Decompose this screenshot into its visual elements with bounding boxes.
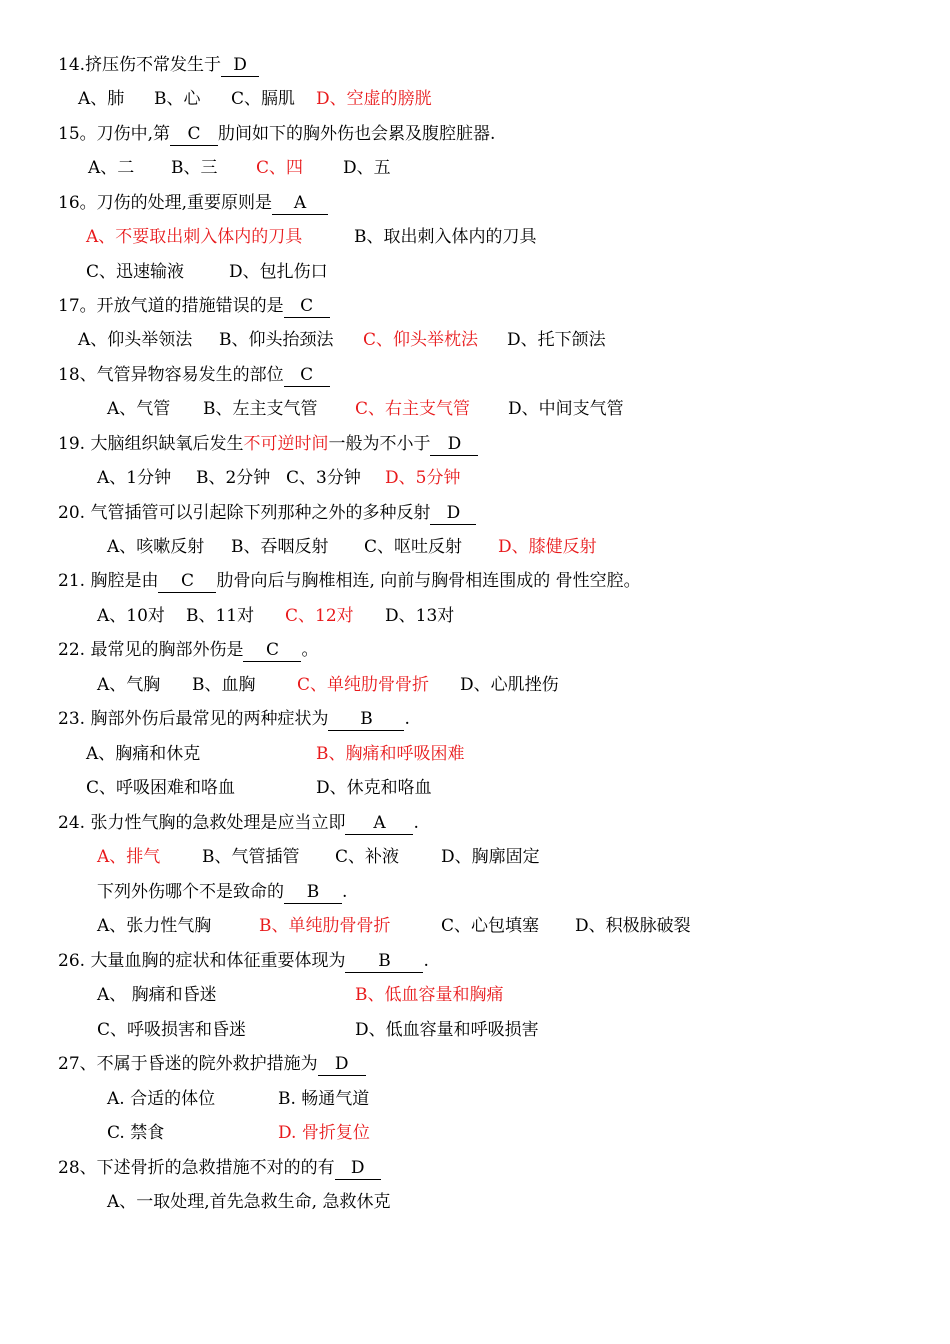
text-segment: 一般为不小于 [328, 434, 431, 454]
correct-answer-text: 不可逆时间 [243, 434, 329, 454]
text-segment: 22. 最常见的胸部外伤是 [58, 640, 244, 660]
text-segment: C、呼吸困难和咯血 [86, 778, 236, 798]
text-segment: A、胸痛和休克 [86, 744, 201, 764]
text-segment: D、积极脉破裂 [575, 916, 691, 936]
correct-answer-text: C、右主支气管 [355, 399, 471, 419]
correct-answer-text: D、膝健反射 [498, 537, 597, 557]
correct-answer-text: B、胸痛和呼吸困难 [316, 744, 465, 764]
question-line [58, 637, 318, 663]
question-line [97, 1017, 539, 1043]
question-line [58, 362, 330, 388]
correct-answer-text: D. 骨折复位 [278, 1123, 370, 1143]
text-segment: 。 [301, 640, 319, 660]
text-segment: A. 合适的体位 [107, 1089, 216, 1109]
text-segment: C、膈肌 [231, 89, 296, 109]
text-segment: A、张力性气胸 [97, 916, 212, 936]
question-line [58, 1051, 366, 1077]
question-line [86, 259, 328, 285]
answer-blank: B [284, 881, 342, 904]
question-line [58, 431, 478, 457]
text-segment: . [404, 709, 410, 729]
question-line [58, 500, 476, 526]
answer-blank: B [345, 950, 423, 973]
question-line [97, 465, 461, 491]
question-line [97, 672, 559, 698]
text-segment: C、3分钟 [286, 468, 361, 488]
text-segment: B、心 [154, 89, 201, 109]
text-segment: 16。刀伤的处理,重要原则是 [58, 193, 273, 213]
text-segment: 18、气管异物容易发生的部位 [58, 365, 284, 385]
question-line [58, 293, 330, 319]
text-segment: A、仰头举领法 [78, 330, 193, 350]
text-segment: 21. 胸腔是由 [58, 571, 159, 591]
text-segment: 14.挤压伤不常发生于 [58, 55, 222, 75]
answer-blank: D [430, 433, 478, 456]
correct-answer-text: D、5分钟 [385, 468, 461, 488]
correct-answer-text: A、不要取出刺入体内的刀具 [86, 227, 303, 247]
question-line [86, 775, 432, 801]
text-segment: D、中间支气管 [508, 399, 624, 419]
text-segment: A、气管 [107, 399, 171, 419]
text-segment: 26. 大量血胸的症状和体征重要体现为 [58, 951, 346, 971]
text-segment: A、1分钟 [97, 468, 172, 488]
correct-answer-text: C、12对 [285, 606, 354, 626]
answer-blank: C [284, 295, 330, 318]
question-line [58, 190, 328, 216]
answer-blank: C [170, 123, 218, 146]
text-segment: 17。开放气道的措施错误的是 [58, 296, 284, 316]
question-line [97, 844, 540, 870]
question-line [107, 396, 624, 422]
text-segment: C、补液 [335, 847, 400, 867]
text-segment: B、吞咽反射 [231, 537, 329, 557]
correct-answer-text: C、单纯肋骨骨折 [297, 675, 430, 695]
text-segment: A、一取处理,首先急救生命, 急救休克 [107, 1192, 391, 1212]
text-segment: D、五 [343, 158, 391, 178]
text-segment: 23. 胸部外伤后最常见的两种症状为 [58, 709, 329, 729]
text-segment: 28、下述骨折的急救措施不对的的有 [58, 1158, 335, 1178]
question-line [58, 568, 641, 594]
text-segment: A、10对 [97, 606, 165, 626]
question-line [107, 1189, 391, 1215]
question-line [58, 1155, 381, 1181]
question-line [58, 810, 419, 836]
text-segment: B、仰头抬颈法 [219, 330, 334, 350]
text-segment: 27、不属于昏迷的院外救护措施为 [58, 1054, 318, 1074]
question-line [97, 879, 347, 905]
answer-blank: D [318, 1053, 366, 1076]
text-segment: B. 畅通气道 [278, 1089, 370, 1109]
text-segment: C、呼吸损害和昏迷 [97, 1020, 247, 1040]
text-segment: D、休克和咯血 [316, 778, 432, 798]
question-line [88, 155, 391, 181]
text-segment: 下列外伤哪个不是致命的 [97, 882, 284, 902]
question-line [86, 224, 537, 250]
question-line [97, 982, 504, 1008]
text-segment: B、三 [171, 158, 218, 178]
correct-answer-text: B、低血容量和胸痛 [355, 985, 504, 1005]
text-segment: D、托下颌法 [507, 330, 606, 350]
question-line [58, 52, 259, 78]
text-segment: 19. 大脑组织缺氧后发生 [58, 434, 244, 454]
correct-answer-text: D、空虚的膀胱 [316, 89, 432, 109]
correct-answer-text: C、仰头举枕法 [363, 330, 479, 350]
text-segment: D、包扎伤口 [229, 262, 328, 282]
answer-blank: C [158, 570, 216, 593]
question-line [107, 1120, 370, 1146]
answer-blank: D [430, 502, 476, 525]
text-segment: D、低血容量和呼吸损害 [355, 1020, 539, 1040]
question-line [97, 913, 691, 939]
text-segment: A、肺 [78, 89, 125, 109]
question-line [58, 948, 429, 974]
answer-blank: D [221, 54, 259, 77]
correct-answer-text: A、排气 [97, 847, 161, 867]
question-line [58, 121, 495, 147]
text-segment: B、2分钟 [196, 468, 271, 488]
text-segment: 肋骨向后与胸椎相连, 向前与胸骨相连围成的 骨性空腔。 [216, 571, 641, 591]
answer-blank: A [272, 192, 328, 215]
question-line [97, 603, 455, 629]
text-segment: A、 胸痛和昏迷 [97, 985, 217, 1005]
question-line [86, 741, 465, 767]
question-line [107, 1086, 370, 1112]
text-segment: 24. 张力性气胸的急救处理是应当立即 [58, 813, 346, 833]
text-segment: . [423, 951, 429, 971]
text-segment: 肋间如下的胸外伤也会累及腹腔脏器. [218, 124, 496, 144]
text-segment: D、心肌挫伤 [460, 675, 559, 695]
text-segment: B、血胸 [192, 675, 256, 695]
text-segment: B、取出刺入体内的刀具 [354, 227, 537, 247]
text-segment: A、气胸 [97, 675, 161, 695]
question-line [78, 86, 432, 112]
text-segment: C、心包填塞 [441, 916, 540, 936]
answer-blank: D [335, 1157, 381, 1180]
text-segment: C、迅速输液 [86, 262, 185, 282]
text-segment: . [413, 813, 419, 833]
text-segment: C. 禁食 [107, 1123, 165, 1143]
text-segment: C、呕吐反射 [364, 537, 463, 557]
text-segment: A、咳嗽反射 [107, 537, 205, 557]
text-segment: B、气管插管 [202, 847, 300, 867]
question-line [58, 706, 410, 732]
correct-answer-text: B、单纯肋骨骨折 [259, 916, 391, 936]
text-segment: B、左主支气管 [203, 399, 318, 419]
text-segment: D、13对 [385, 606, 455, 626]
text-segment: 20. 气管插管可以引起除下列那种之外的多种反射 [58, 503, 431, 523]
answer-blank: C [243, 639, 301, 662]
text-segment: 15。刀伤中,第 [58, 124, 171, 144]
answer-blank: C [284, 364, 330, 387]
answer-blank: B [328, 708, 404, 731]
text-segment: . [342, 882, 348, 902]
text-segment: B、11对 [186, 606, 255, 626]
text-segment: A、二 [88, 158, 135, 178]
question-line [107, 534, 597, 560]
question-line [78, 327, 606, 353]
correct-answer-text: C、四 [256, 158, 304, 178]
answer-blank: A [345, 812, 413, 835]
text-segment: D、胸廓固定 [441, 847, 540, 867]
